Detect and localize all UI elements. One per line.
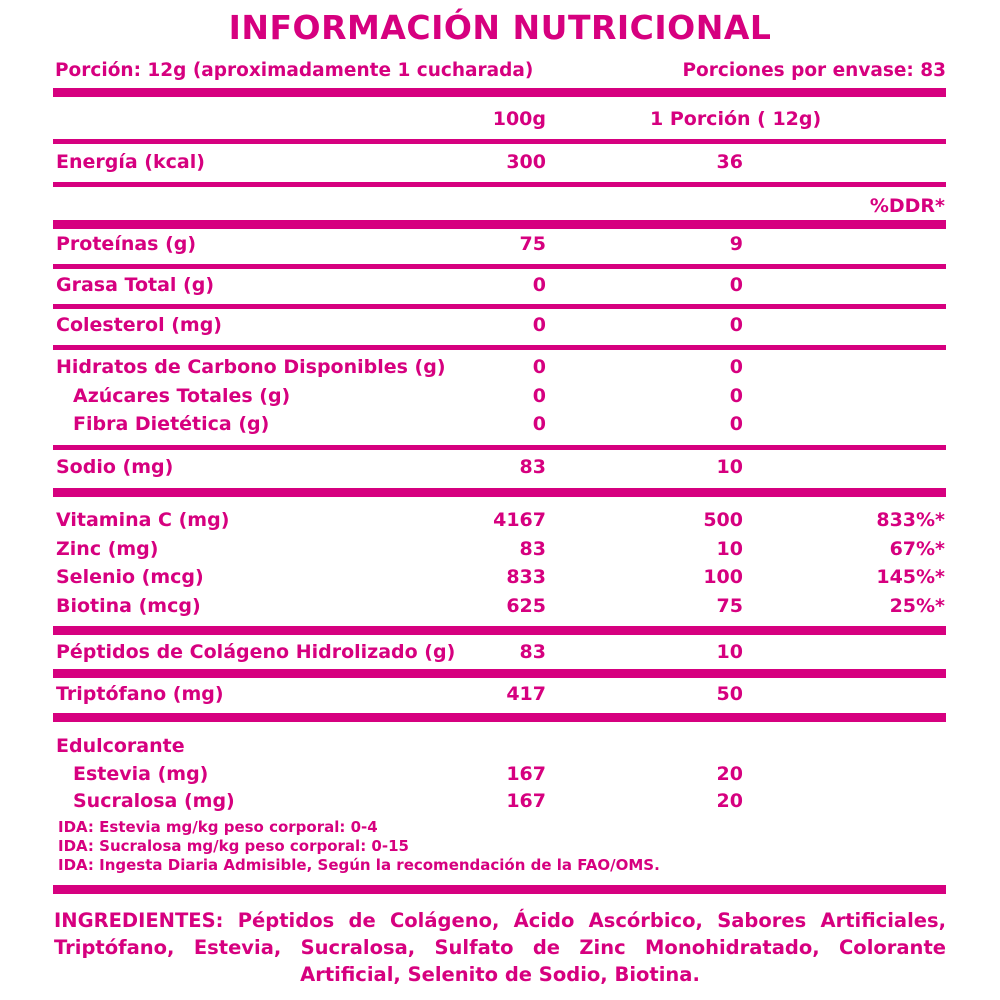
divider (53, 445, 946, 450)
value-100g-estevia: 167 (506, 763, 546, 785)
value-serving-selenio: 100 (703, 566, 743, 588)
row-label-hidratos: Hidratos de Carbono Disponibles (g) (56, 356, 446, 378)
value-serving-triptofano: 50 (716, 683, 743, 705)
value-serving-fibra: 0 (729, 413, 743, 435)
value-serving-vitamina-c: 500 (703, 509, 743, 531)
row-label-biotina: Biotina (mcg) (56, 595, 201, 617)
divider (53, 88, 946, 97)
serving-size: Porción: 12g (aproximadamente 1 cucharada) (55, 60, 534, 81)
row-label-azucares: Azúcares Totales (g) (73, 385, 291, 407)
divider (53, 713, 946, 722)
value-serving-peptidos: 10 (716, 641, 743, 663)
value-serving-hidratos: 0 (729, 356, 743, 378)
column-header-serving: 1 Porción ( 12g) (650, 108, 822, 130)
value-ddr-vitamina-c: 833%* (876, 509, 945, 531)
divider (53, 220, 946, 229)
divider (53, 264, 946, 269)
value-serving-colesterol: 0 (729, 314, 743, 336)
row-label-estevia: Estevia (mg) (73, 763, 209, 785)
column-header-ddr: %DDR* (869, 195, 945, 217)
value-100g-peptidos: 83 (519, 641, 546, 663)
value-ddr-biotina: 25%* (889, 595, 945, 617)
value-ddr-selenio: 145%* (876, 566, 945, 588)
value-serving-proteinas: 9 (729, 233, 743, 255)
row-label-proteinas: Proteínas (g) (56, 233, 197, 255)
value-100g-energia: 300 (506, 151, 546, 173)
row-label-triptofano: Triptófano (mg) (56, 683, 224, 705)
divider (53, 885, 946, 894)
value-serving-estevia: 20 (716, 763, 743, 785)
divider (53, 139, 946, 144)
divider (53, 304, 946, 309)
value-serving-sodio: 10 (716, 456, 743, 478)
row-label-peptidos: Péptidos de Colágeno Hidrolizado (g) (56, 641, 456, 663)
sweetener-heading: Edulcorante (56, 735, 185, 757)
value-serving-biotina: 75 (716, 595, 743, 617)
ingredients-list: Péptidos de Colágeno, Ácido Ascórbico, Sabores Artificiales, Triptófano, Estevia, Sucralosa, Sulfato de Zinc Monohidratado, Colorante Artificial, Selenito de Sodio, Biotina. (54, 909, 946, 986)
servings-per-container: Porciones por envase: 83 (682, 60, 946, 81)
row-label-selenio: Selenio (mcg) (56, 566, 204, 588)
row-label-zinc: Zinc (mg) (56, 538, 159, 560)
value-100g-proteinas: 75 (519, 233, 546, 255)
value-100g-sucralosa: 167 (506, 790, 546, 812)
ida-note-estevia: IDA: Estevia mg/kg peso corporal: 0-4 (58, 818, 378, 836)
divider (53, 488, 946, 497)
value-100g-vitamina-c: 4167 (493, 509, 546, 531)
value-100g-fibra: 0 (532, 413, 546, 435)
divider (53, 345, 946, 350)
value-100g-zinc: 83 (519, 538, 546, 560)
value-ddr-zinc: 67%* (889, 538, 945, 560)
row-label-sucralosa: Sucralosa (mg) (73, 790, 235, 812)
value-100g-hidratos: 0 (532, 356, 546, 378)
value-serving-zinc: 10 (716, 538, 743, 560)
value-serving-azucares: 0 (729, 385, 743, 407)
value-serving-sucralosa: 20 (716, 790, 743, 812)
row-label-energia: Energía (kcal) (56, 151, 205, 173)
divider (53, 182, 946, 187)
ingredients-block (54, 907, 946, 988)
divider (53, 669, 946, 678)
ida-note-definition: IDA: Ingesta Diaria Admisible, Según la recomendación de la FAO/OMS. (58, 856, 660, 874)
value-serving-energia: 36 (716, 151, 743, 173)
value-100g-azucares: 0 (532, 385, 546, 407)
divider (53, 626, 946, 635)
ida-note-sucralosa: IDA: Sucralosa mg/kg peso corporal: 0-15 (58, 837, 409, 855)
row-label-vitamina-c: Vitamina C (mg) (56, 509, 230, 531)
row-label-fibra: Fibra Dietética (g) (73, 413, 270, 435)
value-100g-selenio: 833 (506, 566, 546, 588)
value-100g-biotina: 625 (506, 595, 546, 617)
value-100g-sodio: 83 (519, 456, 546, 478)
ingredients-heading: INGREDIENTES: (54, 909, 224, 932)
value-100g-grasa: 0 (532, 274, 546, 296)
row-label-colesterol: Colesterol (mg) (56, 314, 222, 336)
value-serving-grasa: 0 (729, 274, 743, 296)
value-100g-triptofano: 417 (506, 683, 546, 705)
column-header-100g: 100g (492, 108, 546, 130)
row-label-grasa: Grasa Total (g) (56, 274, 215, 296)
row-label-sodio: Sodio (mg) (56, 456, 174, 478)
value-100g-colesterol: 0 (532, 314, 546, 336)
panel-title: INFORMACIÓN NUTRICIONAL (228, 8, 772, 47)
